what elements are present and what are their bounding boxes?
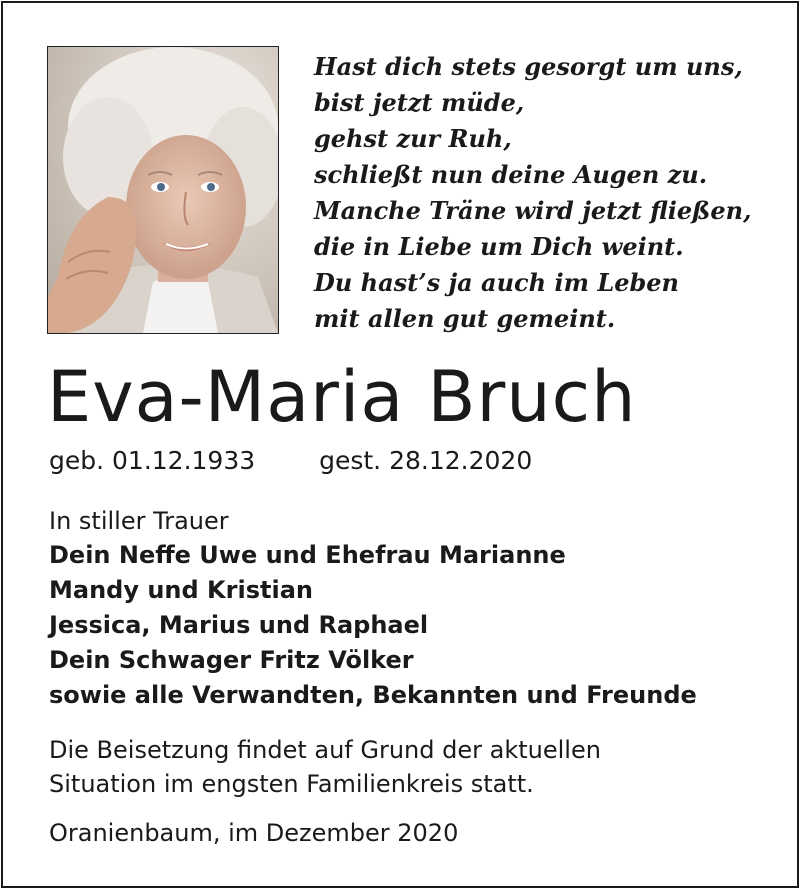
poem-line: bist jetzt müde, (314, 88, 525, 117)
deceased-name: Eva-Maria Bruch (47, 356, 637, 438)
poem (314, 49, 784, 337)
mourner-line: Dein Schwager Fritz Völker (49, 646, 414, 674)
life-dates (49, 443, 532, 479)
place-and-date: Oranienbaum, im Dezember 2020 (49, 819, 459, 847)
portrait-image (48, 47, 278, 333)
poem-line: die in Liebe um Dich weint. (314, 232, 684, 261)
portrait-photo (47, 46, 279, 334)
mourner-line: Jessica, Marius und Raphael (49, 611, 429, 639)
notice-line: Situation im engsten Familienkreis statt. (49, 770, 534, 798)
mourner-line: sowie alle Verwandten, Bekannten und Freunde (49, 681, 697, 709)
burial-notice (49, 733, 601, 801)
mourners-list (49, 538, 697, 713)
birth-date: geb. 01.12.1933 (49, 446, 256, 475)
mourner-line: Mandy und Kristian (49, 576, 313, 604)
poem-line: Hast dich stets gesorgt um uns, (314, 52, 743, 81)
notice-line: Die Beisetzung findet auf Grund der aktuellen (49, 736, 601, 764)
mourning-intro: In stiller Trauer (49, 507, 229, 535)
poem-line: mit allen gut gemeint. (314, 304, 616, 333)
poem-line: gehst zur Ruh, (314, 124, 512, 153)
mourner-line: Dein Neffe Uwe und Ehefrau Marianne (49, 541, 566, 569)
obituary-frame (1, 1, 799, 888)
poem-line: Du hast’s ja auch im Leben (314, 268, 679, 297)
death-date: gest. 28.12.2020 (319, 446, 533, 475)
poem-line: Manche Träne wird jetzt fließen, (314, 196, 752, 225)
poem-line: schließt nun deine Augen zu. (314, 160, 708, 189)
